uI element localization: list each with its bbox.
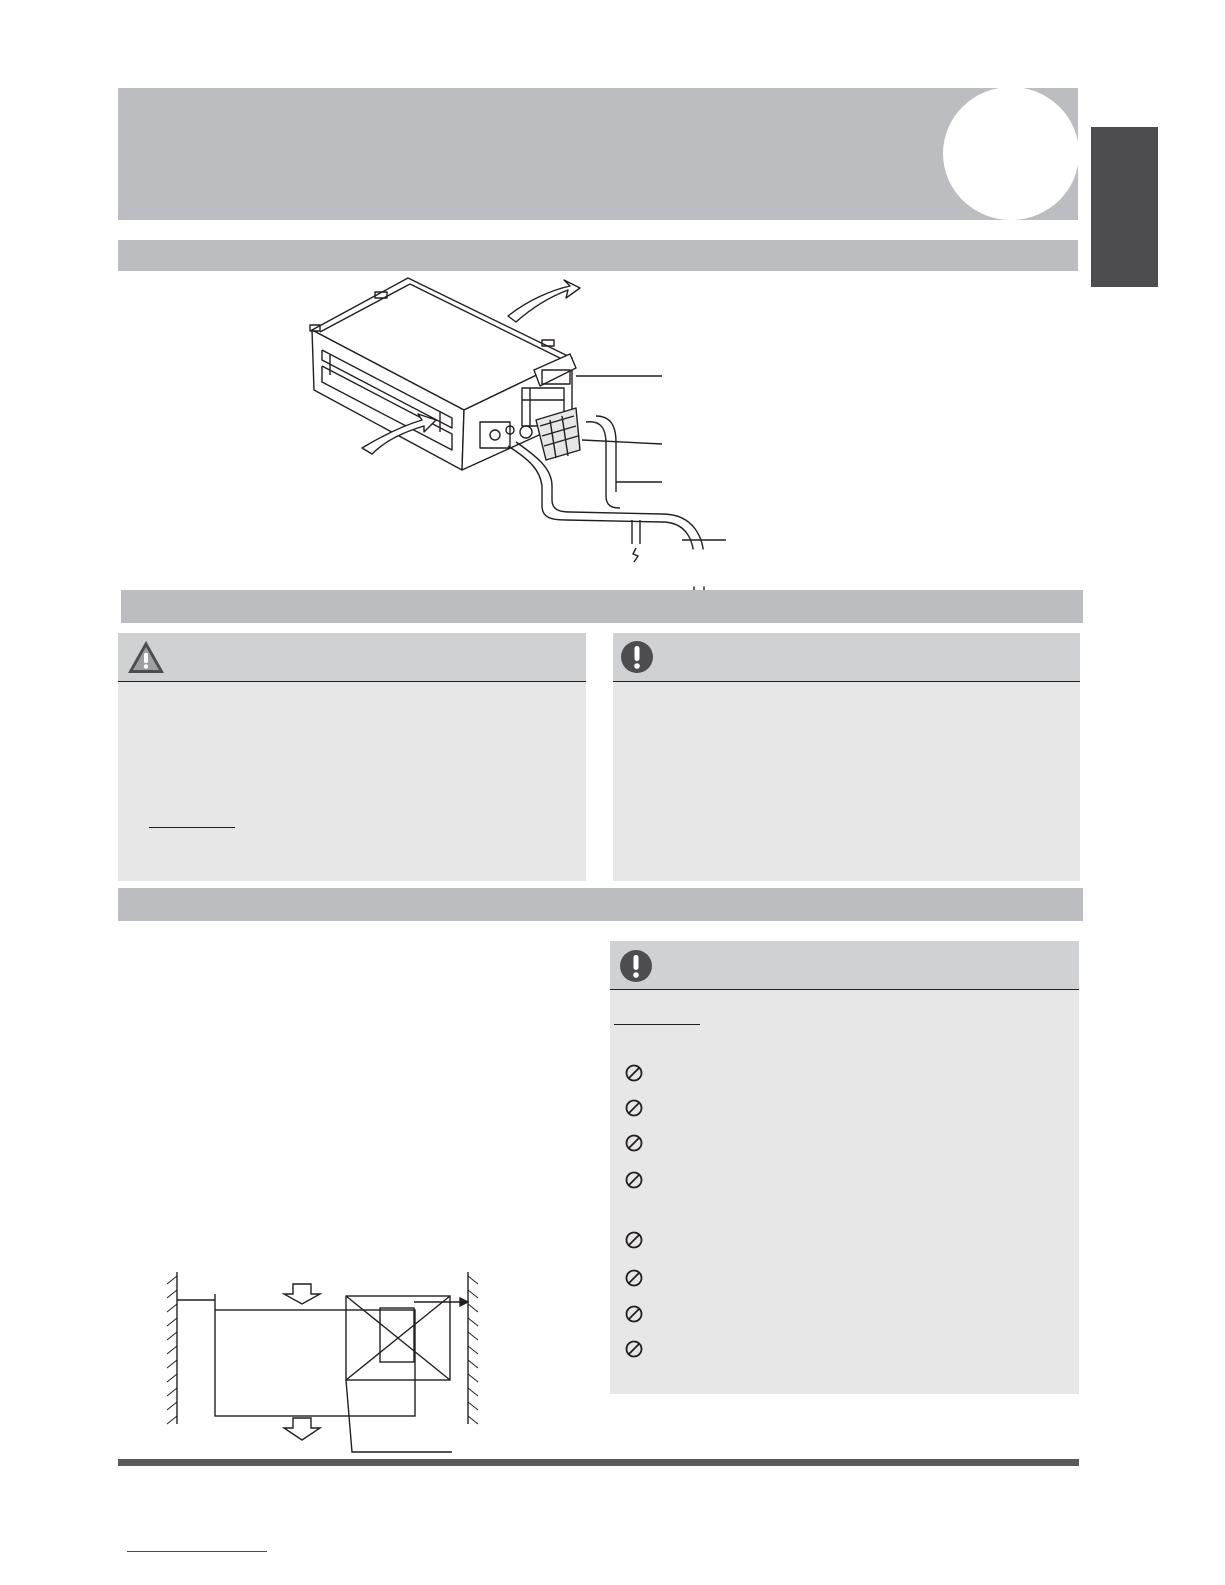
prohibited-icon [624,1304,644,1324]
prohibition-item [624,1063,1064,1085]
section-bar-safety [121,590,1083,623]
notice-panel-header [610,941,1079,990]
prohibition-item [624,1098,1064,1120]
prohibited-icon [624,1339,644,1359]
section-bar-parts [118,240,1078,271]
warning-link-underline[interactable] [149,827,235,828]
page-header-band [118,88,1078,220]
prohibition-item [624,1133,1064,1155]
caution-panel-header [613,633,1080,682]
prohibited-icon [624,1230,644,1250]
installation-clearance-diagram [150,1268,500,1458]
warning-triangle-icon [126,639,166,675]
section-bar-installation [118,888,1083,921]
warning-panel [118,633,586,881]
exclamation-circle-icon [619,639,655,675]
prohibited-icon [624,1268,644,1288]
notice-link-underline[interactable] [614,1024,700,1025]
prohibited-icon [624,1063,644,1083]
prohibition-item [624,1170,1064,1192]
prohibition-item [624,1339,1064,1361]
prohibited-icon [624,1170,644,1190]
prohibition-item [624,1230,1064,1252]
caution-panel [613,633,1080,881]
prohibited-icon [624,1133,644,1153]
notice-panel [610,941,1079,1394]
footer-rule [118,1459,1079,1466]
exclamation-circle-icon [618,948,654,984]
prohibition-item [624,1304,1064,1326]
indoor-unit-illustration [290,270,760,590]
prohibited-icon [624,1098,644,1118]
footer-link-underline[interactable] [127,1551,267,1552]
header-circle-badge [943,87,1079,220]
warning-panel-header [118,633,586,682]
prohibition-item [624,1268,1064,1290]
language-side-tab[interactable] [1091,127,1158,287]
